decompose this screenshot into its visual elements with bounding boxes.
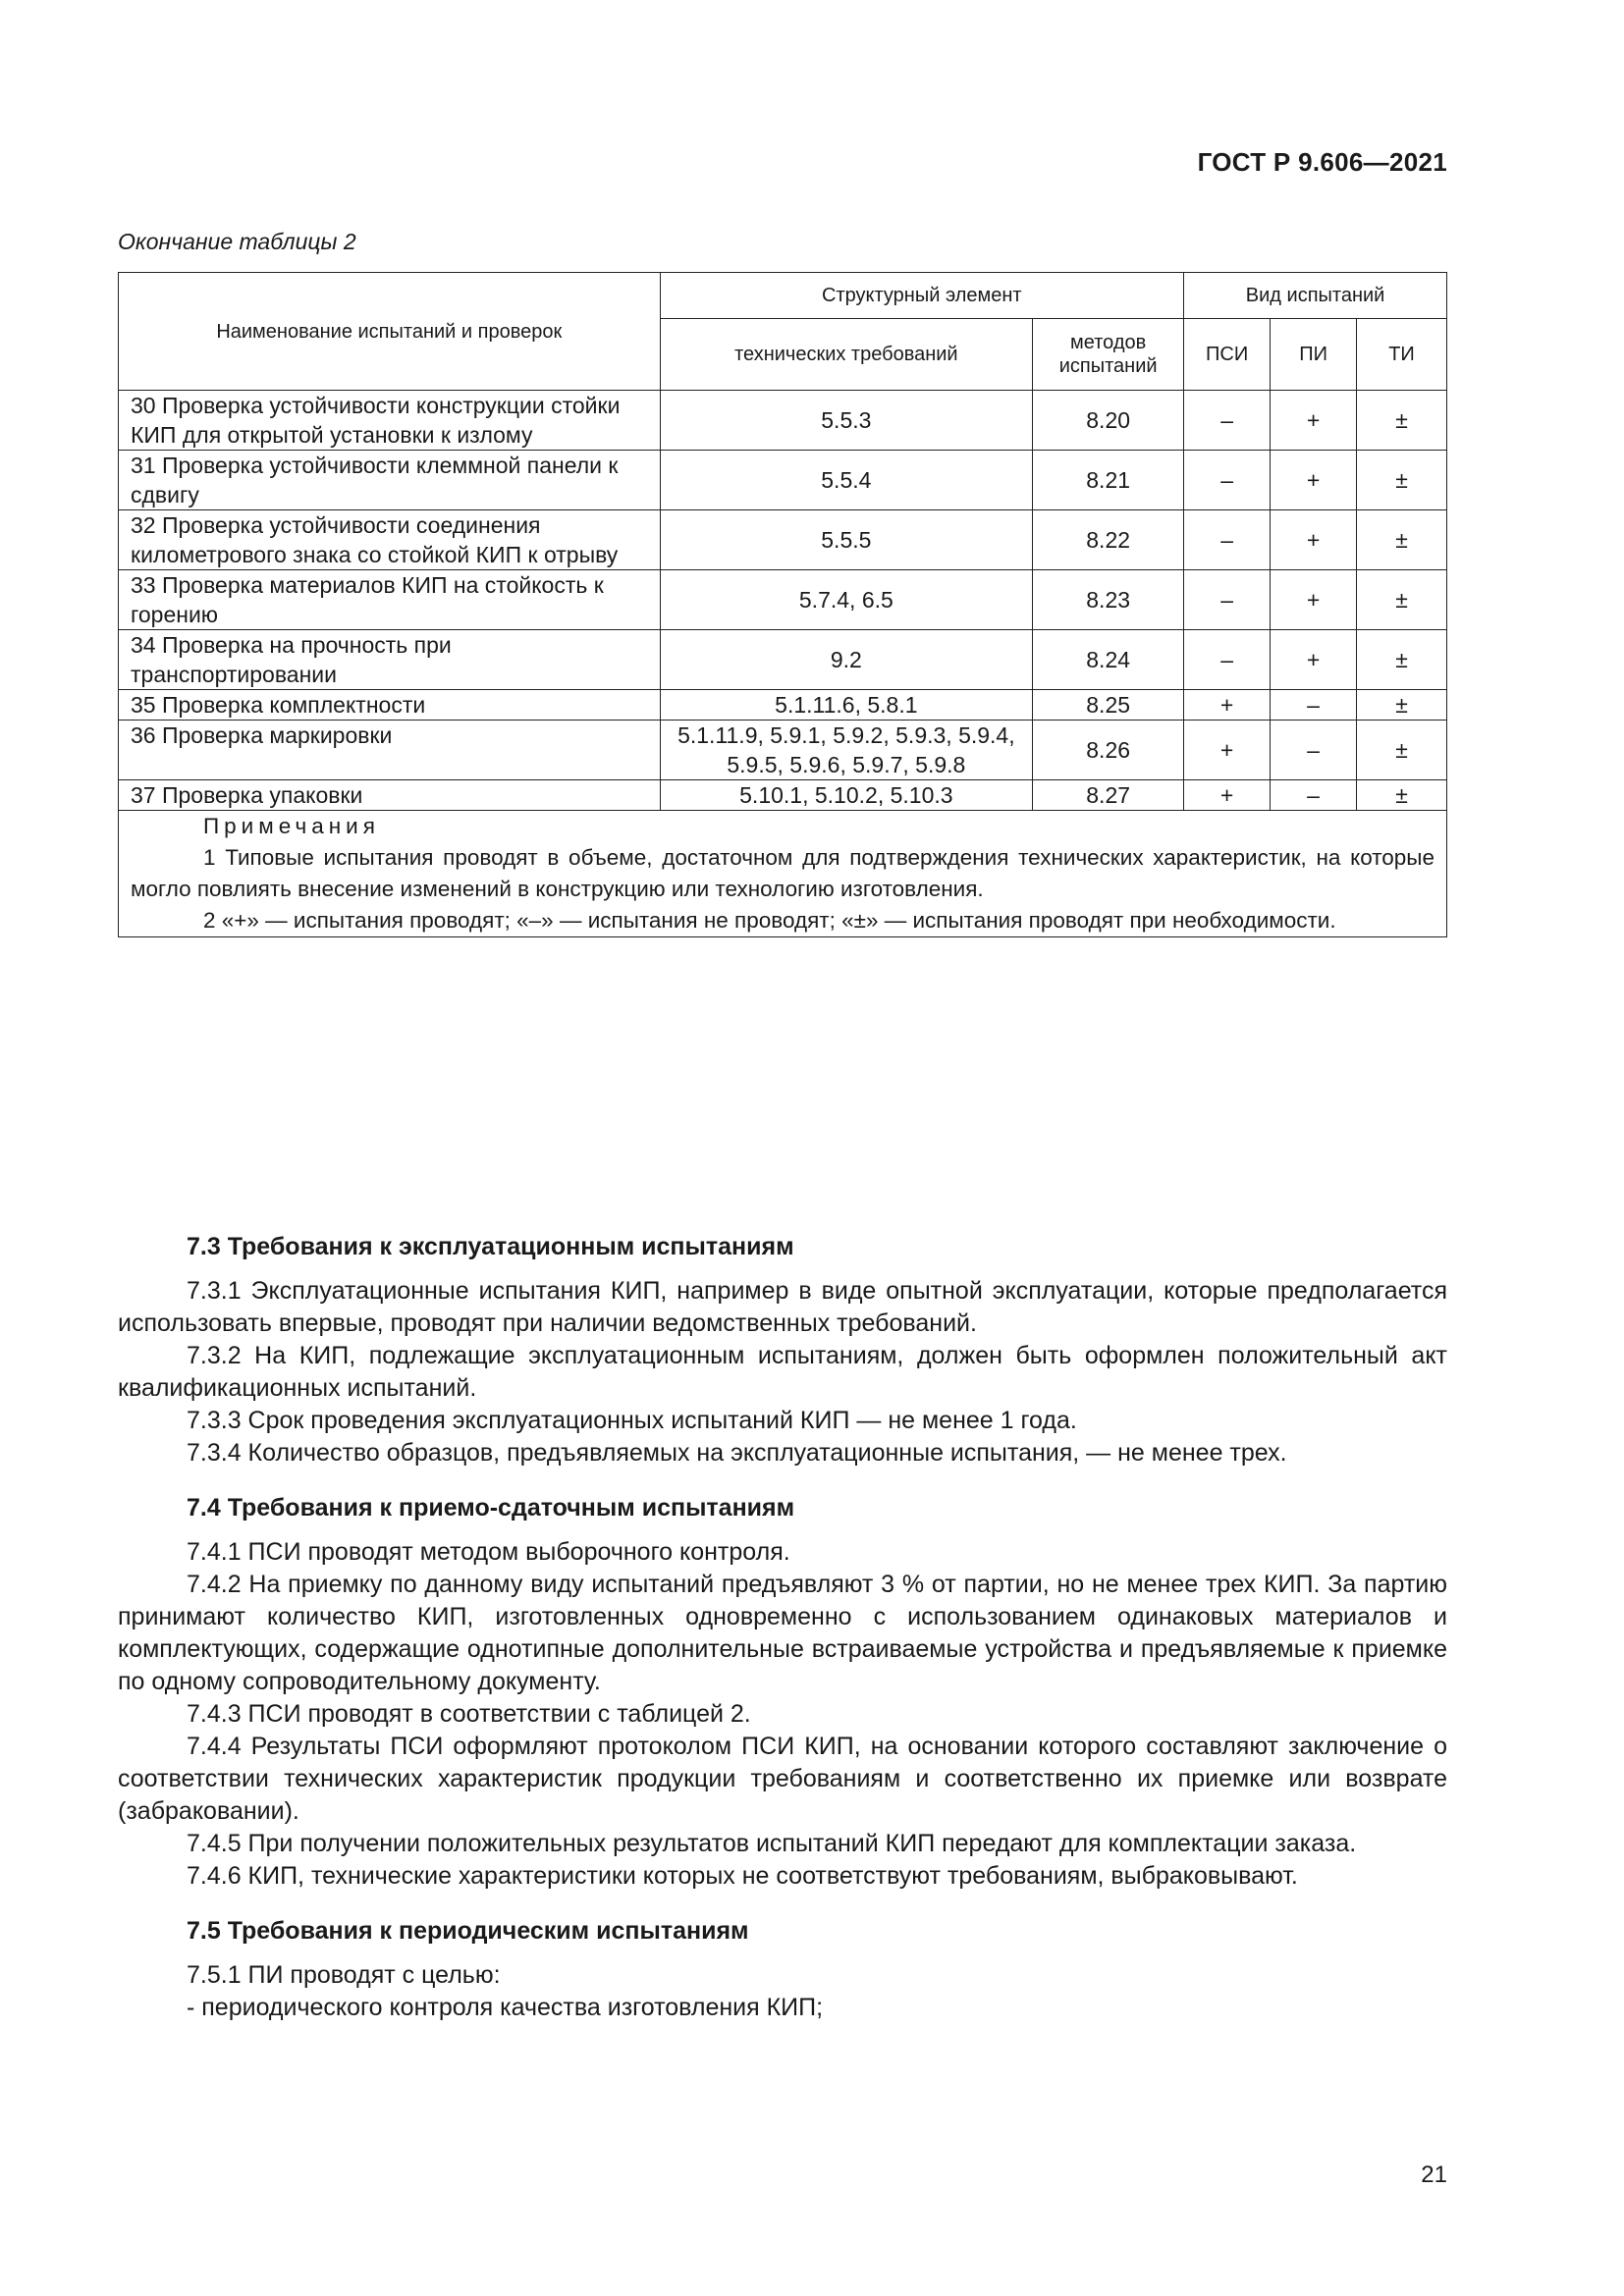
header-psi: ПСИ [1184,319,1271,391]
row-ti: ± [1357,780,1447,811]
row-test-method: 8.26 [1033,721,1184,780]
paragraph: 7.4.3 ПСИ проводят в соответствии с таблицей 2. [187,1700,751,1728]
row-test-name: 35 Проверка комплектности [119,690,661,721]
row-pi: + [1271,451,1357,510]
paragraph: 7.3.4 Количество образцов, предъявляемых на эксплуатационные испытания, — не менее трех. [187,1439,1287,1467]
row-ti: ± [1357,391,1447,451]
paragraph: 7.4.6 КИП, технические характеристики которых не соответствуют требованиям, выбраковывают. [187,1862,1298,1890]
row-pi: – [1271,780,1357,811]
row-pi: + [1271,510,1357,570]
row-ti: ± [1357,721,1447,780]
table-row [119,391,1447,451]
row-tech-requirements: 5.5.3 [660,391,1033,451]
row-test-name: 37 Проверка упаковки [119,780,661,811]
row-tech-requirements: 5.7.4, 6.5 [660,570,1033,630]
list-item: - периодического контроля качества изготовления КИП; [187,1994,824,2021]
row-test-method: 8.27 [1033,780,1184,811]
row-test-method: 8.25 [1033,690,1184,721]
row-psi: – [1184,570,1271,630]
row-test-method: 8.24 [1033,630,1184,690]
table-notes [119,811,1447,937]
header-test-type: Вид испытаний [1184,273,1447,319]
table-row [119,721,1447,780]
row-psi: + [1184,721,1271,780]
header-test-methods: методов испытаний [1033,319,1184,391]
row-pi: + [1271,391,1357,451]
paragraph: 7.4.2 На приемку по данному виду испытаний предъявляют 3 % от партии, но не менее трех КИП. За партию принимают количество КИП, изготовленных одновременно с использованием одинаковых материалов и комплектующих, содержащие однотипные дополнительные встраиваемые устройства и предъявляемые к приемке по одному сопроводительному документу. [118,1571,1447,1695]
paragraph: 7.3.1 Эксплуатационные испытания КИП, например в виде опытной эксплуатации, которые предполагается использовать впервые, проводят при наличии ведомственных требований. [118,1277,1447,1337]
table-caption: Окончание таблицы 2 [118,229,356,254]
row-psi: + [1184,780,1271,811]
table-row [119,451,1447,510]
paragraph: 7.4.1 ПСИ проводят методом выборочного контроля. [187,1538,790,1566]
table-row [119,570,1447,630]
paragraph: 7.3.3 Срок проведения эксплуатационных испытаний КИП — не менее 1 года. [187,1407,1077,1434]
row-tech-requirements: 5.5.5 [660,510,1033,570]
paragraph: 7.4.5 При получении положительных результатов испытаний КИП передают для комплектации заказа. [187,1830,1357,1857]
header-ti: ТИ [1357,319,1447,391]
row-ti: ± [1357,690,1447,721]
row-test-method: 8.22 [1033,510,1184,570]
section-heading-7-4: 7.4 Требования к приемо-сдаточным испытаниям [187,1494,795,1522]
table-notes-row [119,811,1447,937]
row-test-name: 36 Проверка маркировки [119,721,661,780]
table-row [119,510,1447,570]
page-number: 21 [1421,2162,1447,2188]
row-psi: + [1184,690,1271,721]
row-test-method: 8.21 [1033,451,1184,510]
header-structural-element: Структурный элемент [660,273,1184,319]
paragraph: 7.4.4 Результаты ПСИ оформляют протоколом ПСИ КИП, на основании которого составляют заключение о соответствии технических характеристик продукции требованиям и соответственно их приемке или возврате (забраковании). [118,1733,1447,1825]
notes-title: Примечания [203,814,380,838]
row-psi: – [1184,391,1271,451]
row-psi: – [1184,630,1271,690]
row-test-name: 31 Проверка устойчивости клеммной панели к сдвигу [119,451,661,510]
row-test-name: 32 Проверка устойчивости соединения километрового знака со стойкой КИП к отрыву [119,510,661,570]
note-item: 1 Типовые испытания проводят в объеме, достаточном для подтверждения технических характеристик, на которые могло повлиять внесение изменений в конструкцию или технологию изготовления. [131,845,1435,901]
row-pi: + [1271,570,1357,630]
paragraph: 7.3.2 На КИП, подлежащие эксплуатационным испытаниям, должен быть оформлен положительный акт квалификационных испытаний. [118,1342,1447,1402]
document-standard-number: ГОСТ Р 9.606—2021 [1197,147,1447,177]
row-tech-requirements: 9.2 [660,630,1033,690]
row-test-method: 8.20 [1033,391,1184,451]
section-heading-7-3: 7.3 Требования к эксплуатационным испытаниям [187,1233,794,1260]
row-ti: ± [1357,510,1447,570]
table-row [119,690,1447,721]
row-ti: ± [1357,570,1447,630]
paragraph: 7.5.1 ПИ проводят с целью: [187,1961,501,1989]
row-test-name: 34 Проверка на прочность при транспортировании [119,630,661,690]
row-tech-requirements: 5.10.1, 5.10.2, 5.10.3 [660,780,1033,811]
section-heading-7-5: 7.5 Требования к периодическим испытаниям [187,1917,749,1945]
row-psi: – [1184,510,1271,570]
document-body [118,1231,1447,2024]
row-ti: ± [1357,630,1447,690]
row-pi: – [1271,690,1357,721]
row-psi: – [1184,451,1271,510]
note-item: 2 «+» — испытания проводят; «–» — испытания не проводят; «±» — испытания проводят при необходимости. [203,908,1336,933]
row-test-method: 8.23 [1033,570,1184,630]
row-test-name: 30 Проверка устойчивости конструкции стойки КИП для открытой установки к излому [119,391,661,451]
header-pi: ПИ [1271,319,1357,391]
row-tech-requirements: 5.1.11.6, 5.8.1 [660,690,1033,721]
table-row [119,630,1447,690]
tests-table [118,272,1447,937]
header-tech-requirements: технических требований [660,319,1033,391]
row-test-name: 33 Проверка материалов КИП на стойкость к горению [119,570,661,630]
table-row [119,780,1447,811]
row-pi: + [1271,630,1357,690]
row-tech-requirements: 5.1.11.9, 5.9.1, 5.9.2, 5.9.3, 5.9.4, 5.9.5, 5.9.6, 5.9.7, 5.9.8 [660,721,1033,780]
header-test-name: Наименование испытаний и проверок [119,273,661,391]
row-tech-requirements: 5.5.4 [660,451,1033,510]
row-pi: – [1271,721,1357,780]
row-ti: ± [1357,451,1447,510]
